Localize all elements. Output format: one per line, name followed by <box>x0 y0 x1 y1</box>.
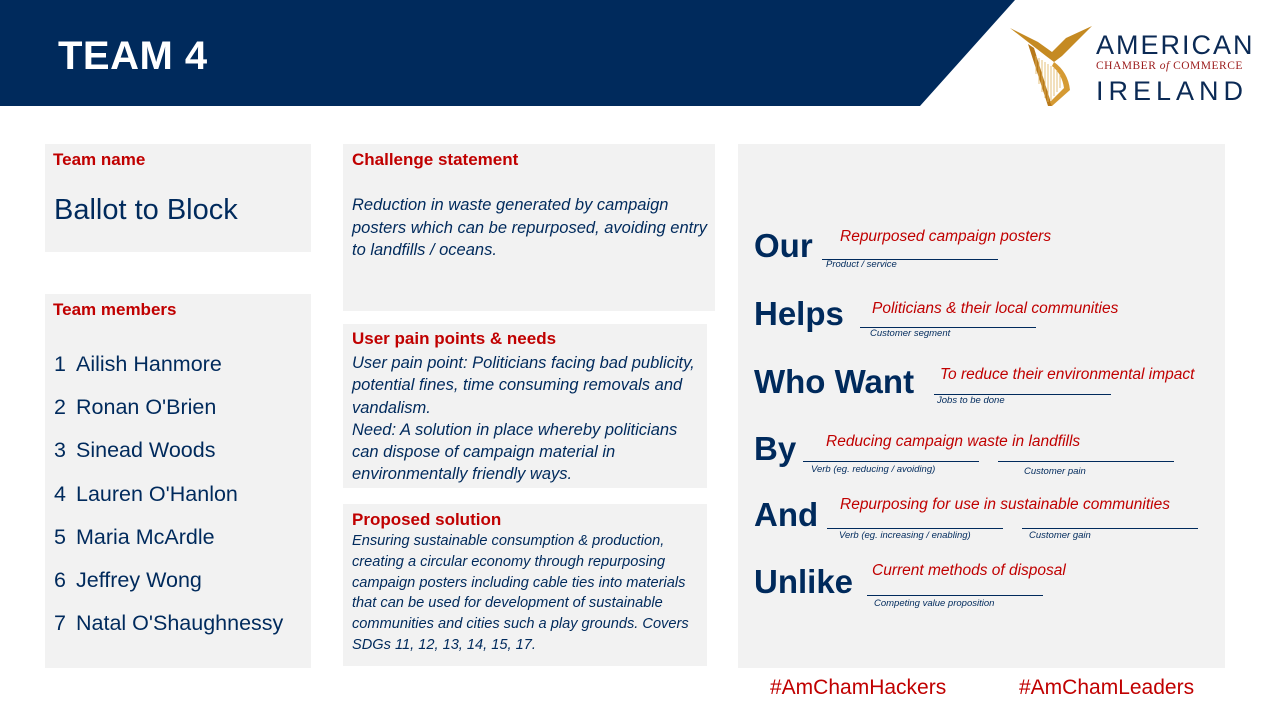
vp-unlike-answer: Current methods of disposal <box>872 562 1066 579</box>
list-item: 2 Ronan O'Brien <box>54 395 217 420</box>
vp-and-hint-gain: Customer gain <box>1029 530 1091 541</box>
vp-helps-word: Helps <box>754 295 844 332</box>
pain-points-text <box>352 352 702 486</box>
vp-our-word: Our <box>754 227 813 264</box>
vp-by-line-verb <box>803 461 979 462</box>
list-item: 5 Maria McArdle <box>54 524 215 549</box>
hashtag-leaders: #AmChamLeaders <box>1019 676 1195 699</box>
solution-text: Ensuring sustainable consumption & production, creating a circular economy through repurposing campaign posters including cable ties into materials that can be used for development of sustainable communities and cities such a play grounds. Covers SDGs 11, 12, 13, 14, 15, 17. <box>352 533 689 653</box>
vp-who-want-answer: To reduce their environmental impact <box>940 366 1195 383</box>
list-item: 3 Sinead Woods <box>54 438 216 463</box>
vp-who-want-word: Who Want <box>754 363 915 400</box>
vp-and-hint-verb: Verb (eg. increasing / enabling) <box>839 530 971 541</box>
need-text: Need: A solution in place whereby politicians can dispose of campaign material in environmentally friendly ways. <box>352 420 678 484</box>
team-name-value: Ballot to Block <box>54 194 238 226</box>
team-name-label: Team name <box>53 150 146 169</box>
amcham-logo <box>1008 22 1264 112</box>
vp-and-line-verb <box>827 528 1003 529</box>
vp-unlike-line <box>867 595 1043 596</box>
vp-who-want-hint: Jobs to be done <box>937 395 1005 406</box>
vp-unlike-hint: Competing value proposition <box>874 598 995 609</box>
vp-by-hint-pain: Customer pain <box>1024 466 1086 477</box>
challenge-label: Challenge statement <box>352 150 519 169</box>
challenge-text: Reduction in waste generated by campaign posters which can be repurposed, avoiding entry to landfills / oceans. <box>352 196 707 259</box>
vp-by-answer: Reducing campaign waste in landfills <box>826 433 1081 450</box>
vp-unlike-word: Unlike <box>754 563 854 600</box>
team-name-panel <box>45 144 311 252</box>
pain-points-label: User pain points & needs <box>352 329 557 348</box>
solution-panel <box>343 504 707 666</box>
vp-our-hint: Product / service <box>826 259 897 270</box>
logo-text-ireland: IRELAND <box>1096 76 1249 106</box>
solution-label: Proposed solution <box>352 510 502 529</box>
list-item: 1 Ailish Hanmore <box>54 352 222 376</box>
vp-and-line-gain <box>1022 528 1198 529</box>
list-item: 4 Lauren O'Hanlon <box>54 481 238 506</box>
page-title: TEAM 4 <box>58 34 208 78</box>
hashtag-hackers: #AmChamHackers <box>770 676 947 699</box>
pain-points-panel <box>343 324 707 488</box>
vp-helps-answer: Politicians & their local communities <box>872 300 1119 317</box>
vp-helps-hint: Customer segment <box>870 328 951 339</box>
eagle-harp-icon <box>1008 22 1094 108</box>
team-members-panel <box>45 294 311 668</box>
list-item: 6 Jeffrey Wong <box>54 567 202 592</box>
vp-by-hint-verb: Verb (eg. reducing / avoiding) <box>811 464 936 475</box>
vp-by-word: By <box>754 430 797 467</box>
vp-by-line-pain <box>998 461 1174 462</box>
logo-text-chamber: CHAMBER of COMMERCE <box>1096 60 1243 72</box>
team-members-list <box>54 352 283 654</box>
value-proposition-panel <box>738 144 1225 668</box>
team-members-label: Team members <box>53 300 177 319</box>
vp-and-word: And <box>754 496 819 533</box>
challenge-panel <box>343 144 715 311</box>
vp-and-answer: Repurposing for use in sustainable communities <box>840 496 1170 513</box>
vp-our-answer: Repurposed campaign posters <box>840 228 1052 245</box>
pain-point-text: User pain point: Politicians facing bad publicity, potential fines, time consuming removals and vandalism. <box>352 354 695 417</box>
list-item: 7 Natal O'Shaughnessy <box>54 611 284 636</box>
logo-text-american: AMERICAN <box>1096 30 1255 60</box>
